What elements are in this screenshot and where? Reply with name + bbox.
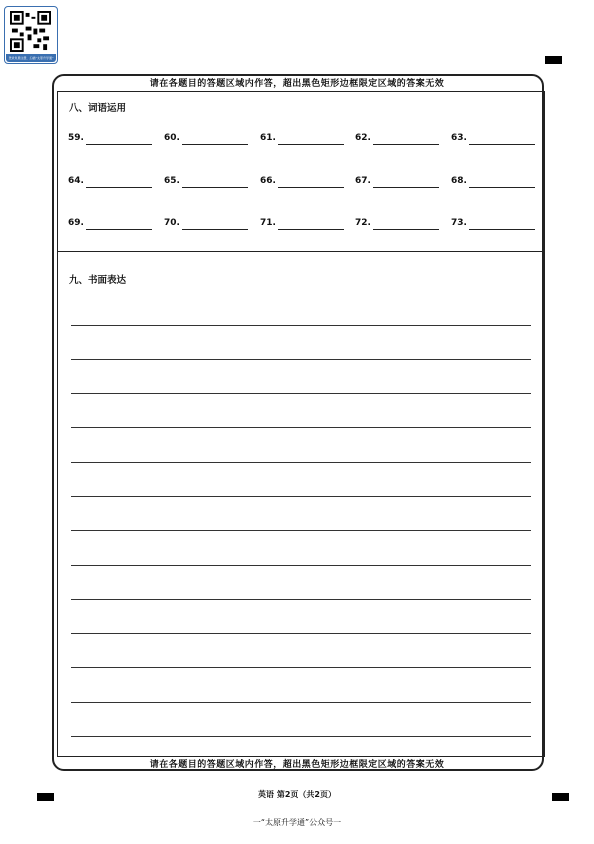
answer-line xyxy=(182,229,248,230)
answer-line xyxy=(373,144,439,145)
writing-line xyxy=(71,462,531,463)
answer-line xyxy=(182,187,248,188)
section-8-title: 八、词语运用 xyxy=(69,103,127,114)
writing-line xyxy=(71,496,531,497)
answer-line xyxy=(278,229,344,230)
writing-line xyxy=(71,633,531,634)
answer-line xyxy=(373,187,439,188)
answer-box xyxy=(57,91,545,757)
writing-line xyxy=(71,427,531,428)
writing-line xyxy=(71,667,531,668)
blank-67[interactable]: 67. xyxy=(355,176,439,190)
answer-line xyxy=(182,144,248,145)
writing-line xyxy=(71,530,531,531)
blank-70[interactable]: 70. xyxy=(164,218,248,232)
writing-line xyxy=(71,736,531,737)
blank-69[interactable]: 69. xyxy=(68,218,152,232)
header-notice: 请在各题目的答题区域内作答，超出黑色矩形边框限定区域的答案无效 xyxy=(149,79,445,89)
blank-64[interactable]: 64. xyxy=(68,176,152,190)
writing-line xyxy=(71,359,531,360)
blank-66[interactable]: 66. xyxy=(260,176,344,190)
answer-line xyxy=(278,144,344,145)
answer-line xyxy=(86,187,152,188)
blank-68[interactable]: 68. xyxy=(451,176,535,190)
qr-code-badge xyxy=(4,6,58,64)
answer-line xyxy=(469,144,535,145)
blank-71[interactable]: 71. xyxy=(260,218,344,232)
bottom-note: 一“太原升学通”公众号一 xyxy=(252,818,342,827)
blank-62[interactable]: 62. xyxy=(355,133,439,147)
answer-line xyxy=(86,144,152,145)
answer-line xyxy=(86,229,152,230)
writing-line xyxy=(71,325,531,326)
blank-59[interactable]: 59. xyxy=(68,133,152,147)
answer-line xyxy=(469,229,535,230)
blank-61[interactable]: 61. xyxy=(260,133,344,147)
page-footer: 英语 第2页（共2页） xyxy=(258,790,336,799)
blank-60[interactable]: 60. xyxy=(164,133,248,147)
answer-line xyxy=(278,187,344,188)
alignment-mark-top-right xyxy=(545,56,562,64)
writing-line xyxy=(71,599,531,600)
section-9-title: 九、书面表达 xyxy=(69,275,127,286)
qr-caption: 登录免费注册，扫描“太原升学通” xyxy=(6,54,56,62)
qr-code-icon xyxy=(10,11,51,52)
answer-line xyxy=(373,229,439,230)
blank-65[interactable]: 65. xyxy=(164,176,248,190)
writing-line xyxy=(71,702,531,703)
writing-line xyxy=(71,565,531,566)
blank-73[interactable]: 73. xyxy=(451,218,535,232)
writing-line xyxy=(71,393,531,394)
blank-72[interactable]: 72. xyxy=(355,218,439,232)
section-divider xyxy=(58,251,544,252)
blank-63[interactable]: 63. xyxy=(451,133,535,147)
footer-notice: 请在各题目的答题区域内作答，超出黑色矩形边框限定区域的答案无效 xyxy=(149,760,445,770)
answer-line xyxy=(469,187,535,188)
